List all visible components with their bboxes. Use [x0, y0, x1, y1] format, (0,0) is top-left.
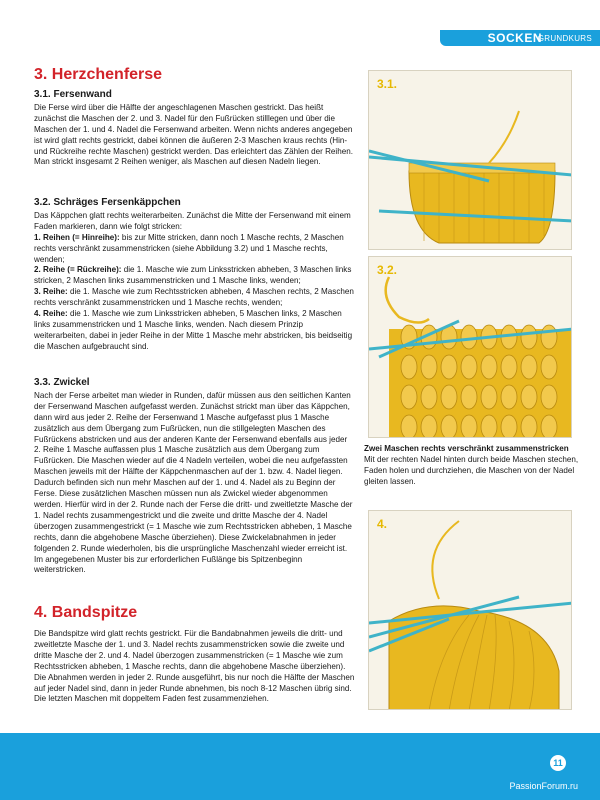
row-4-label: 4. Reihe:: [34, 309, 68, 319]
page-header: [0, 0, 600, 44]
paragraph-row-1: [34, 233, 356, 266]
paragraph-zwickel: Nach der Ferse arbeitet man wieder in Runden, dafür müssen aus den seitlichen Kanten der Fersenwand Maschen aufgefasst werden. Zunächst strickt man über das Käppchen, dann wird aus jeder 2. Reihe der Fersenwand 1 Masche aufgefasst plus 1 Masche zusätzlich aus dem Übergang zum Fußrücken, nun die stillgelegten Maschen des Fußrückens abstricken und aus der anderen Kante der Fersenwand ebenfalls aus jeder 2. Reihe 1 Masche auffassen plus 1 Masche zusätzlich aus dem Übergang zum Fußrücken. Die Maschen wieder auf die 4 Nadeln verteilen, wobei die neu aufgefassten Maschen jeweils mit der Hälfte der Käppchenmaschen auf der 1. bzw. 4. Nadel liegen. Dadurch befinden sich nun mehr Maschen auf der 1. und 4. Nadel als zu Beginn der Ferse. Diese zusätzlichen Maschen müssen nun als Zwickel wieder abgenommen werden. Hierfür wird in der 2. Runde nach der Ferse die dritt- und zweitletzte Masche der 1. Nadel rechts zusammengestrickt und die zweite und dritte Masche der 4. Nadel überzogen zusammengestrickt (= 1 Masche wie zum Rechtsstricken abheben, 1 Masche rechts, dann die abgehobene Masche überziehen). Diese Zwickelabnahmen in jeder folgenden 2. Runde wiederholen, bis die ursprüngliche Maschenzahl wieder erreicht ist. Im angegebenen Muster bis zur erforderlichen Fußlänge bis Spitzenbeginn weiterstricken.: [34, 390, 353, 575]
row-1-text: bis zur Mitte stricken, dann noch 1 Masche rechts, 2 Maschen rechts verschränkt zusammenstricken (siehe Abbildung 3.2) und 1 Masche rechts, wenden;: [34, 232, 344, 264]
row-2-label: 2. Reihe (= Rückreihe):: [34, 265, 122, 275]
row-4-text: die 1. Masche wie zum Linksstricken abheben, 5 Maschen links, 2 Maschen links zusammenstricken und 1 Masche links, wenden. Nach diesem Prinzip weiterarbeiten, dabei in jeder Reihe in der Mitte 1 Masche mehr abstricken, bis beidseitig die Maschen aufgebraucht sind.: [34, 309, 353, 351]
page-number: 11: [550, 755, 566, 771]
row-3-label: 3. Reihe:: [34, 287, 68, 297]
row-3-text: die 1. Masche wie zum Rechtsstricken abheben, 4 Maschen rechts, 2 Maschen rechts verschränkt zusammenstricken und 1 Masche rechts, wenden;: [34, 287, 354, 308]
caption-text: Mit der rechten Nadel hinten durch beide Maschen stechen, Faden holen und durchziehen, die Maschen von der Nadel gleiten lassen.: [364, 454, 579, 486]
knitting-stitches-close-up-image: [369, 257, 572, 438]
section-bandspitze: [34, 629, 356, 705]
figure-label-3-1: 3.1.: [377, 77, 398, 91]
figure-label-4: 4.: [377, 517, 388, 531]
figure-label-3-2: 3.2.: [377, 263, 398, 277]
paragraph-bandspitze: Die Bandspitze wird glatt rechts gestrickt. Für die Bandabnahmen jeweils die dritt- und zweitletzte Masche der 1. und 3. Nadel rechts zusammenstricken sowie die zweite und dritte Masche der 2. und 4. Nadel überzogen zusammenstricken (= 1 Masche wie zum Rechtsstricken abheben, 1 Masche rechts, dann die abgehobene Masche überziehen). Die Abnahmen werden in jeder 2. Runde ausgeführt, bis nur noch die Hälfte der Maschen auf jeder Nadel sind, dann in jeder Runde abnehmen, bis noch 8-12 Maschen übrig sind. Die letzten Maschen mit doppeltem Faden fest zusammenziehen.: [34, 629, 355, 704]
section-heading-bandspitze: 4. Bandspitze: [34, 604, 138, 621]
page-footer: [0, 733, 600, 800]
subheading-zwickel: 3.3. Zwickel: [34, 377, 90, 388]
section-fersenkaeppchen: [34, 198, 356, 353]
illustration-bandspitze: [368, 510, 572, 710]
subheading-fersenkaeppchen: 3.2. Schräges Fersenkäppchen: [34, 197, 181, 208]
subheading-fersenwand: 3.1. Fersenwand: [34, 89, 112, 100]
illustration-knit-through-back-loop: [368, 256, 572, 438]
watermark-site: PassionForum.ru: [509, 781, 578, 791]
section-heading-herzchenferse: 3. Herzchenferse: [34, 66, 163, 83]
paragraph-row-3: [34, 287, 356, 309]
illustration-fersenwand: [368, 70, 572, 250]
paragraph-row-2: [34, 265, 356, 287]
knitted-heel-flap-image: [369, 71, 572, 250]
section-fersenwand: [34, 90, 356, 168]
figure-caption: [364, 444, 584, 488]
row-2-text: die 1. Masche wie zum Linksstricken abheben, 3 Maschen links stricken, 2 Maschen links zusammenstricken und 1 Masche links, wenden;: [34, 265, 352, 286]
header-title: SOCKEN: [487, 31, 542, 45]
section-zwickel: [34, 378, 356, 576]
paragraph-fersenwand: Die Ferse wird über die Hälfte der angeschlagenen Maschen gestrickt. Das heißt zunächst die Maschen der 2. und 3. Nadel für den Fußrücken stilllegen und über die Maschen der 1. und 4. Nadel die Fersenwand arbeiten. Wenn nichts anderes angegeben ist wird glatt rechts gestrickt, dabei können die äußeren 2-3 Maschen kraus rechts (Hin- und Rückreihe rechte Maschen) gestrickt werden. Das erleichtert das Zählen der Reihen. Man strickt insgesamt 2 Reihen weniger, als Maschen auf diesen Nadeln liegen.: [34, 102, 353, 167]
paragraph-row-4: [34, 309, 356, 353]
knitted-toe-image: [369, 511, 572, 710]
caption-title: Zwei Maschen rechts verschränkt zusammenstricken: [364, 444, 569, 453]
row-1-label: 1. Reihen (= Hinreihe):: [34, 232, 120, 242]
paragraph-kaeppchen-intro: Das Käppchen glatt rechts weiterarbeiten. Zunächst die Mitte der Fersenwand mit einem Faden markieren, dann wie folgt stricken:: [34, 210, 351, 231]
header-subtitle: GRUNDKURS: [537, 34, 592, 43]
